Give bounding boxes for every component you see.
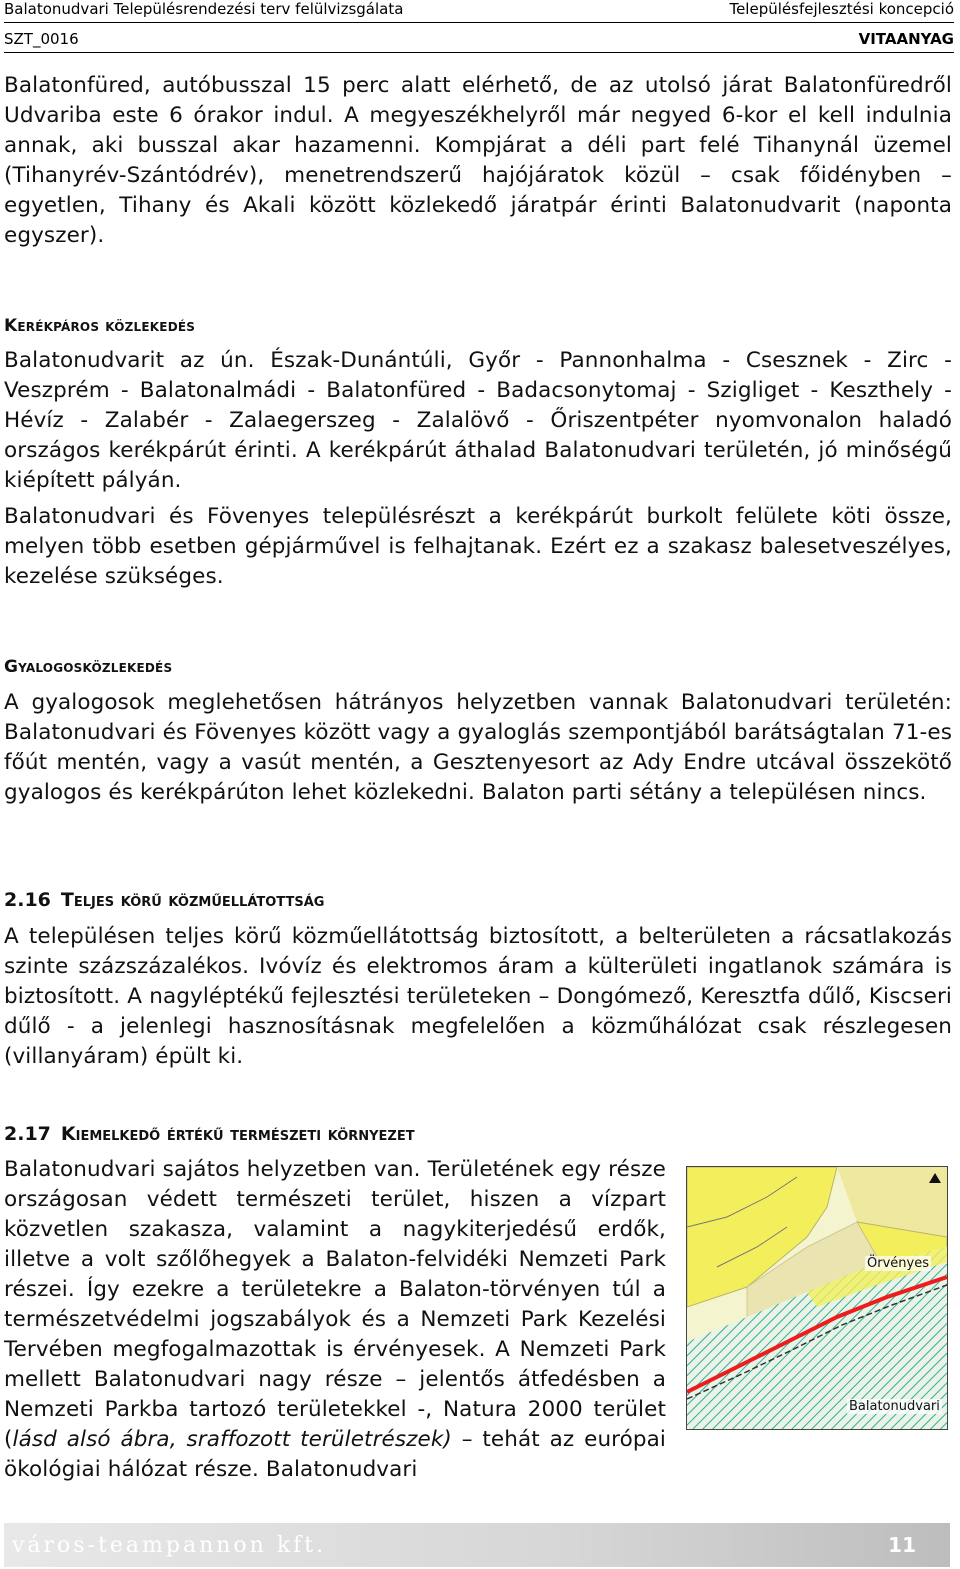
document-subtitle: Településfejlesztési koncepció [729,0,954,18]
paragraph-main-text: Balatonudvari sajátos helyzetben van. Területének egy része országosan védett természeti terület, hiszen a vízpart közvetlen szakasza, valamint a nagykiterjedésű erdők, illetve a volt szőlőhegyek a Balaton-felvidéki Nemzeti Park részei. Így ezekre a területekre a Balaton-törvényen túl a természetvédelmi jogszabályok és a Nemzeti Park Kezelési Tervében megfogalmazottak is érvényesek. A Nemzeti Park mellett Balatonudvari nagy része – jelentős átfedésben a Nemzeti Parkba tartozó területekkel -, Natura 2000 terület ( [4,1157,666,1452]
pedestrian-paragraph: A gyalogosok meglehetősen hátrányos helyzetben vannak Balatonudvari területén: Balatonudvari és Fövenyes között vagy a gyaloglás szempontjából barátságtalan 71-es főút mentén, vagy a vasút mentén, a Gesztenyesort az Ady Endre utcával összekötő gyalogos és kerékpárúton lehet közlekedni. Balaton parti sétány a településen nincs. [4,690,952,805]
intro-paragraph: Balatonfüred, autóbusszal 15 perc alatt elérhető, de az utolsó járat Balatonfüredről Udvariba este 6 órakor indul. A megyeszékhelyről már negyed 6-kor el kell indulnia annak, aki busszal akar hazamenni. Kompjárat a déli part felé Tihanynál üzemel (Tihanyrév-Szántódrév), menetrendszerű hajójáratok közül – csak főidényben – egyetlen, Tihany és Akali között közlekedő járatpár érinti Balatonudvarit (naponta egyszer). [4,73,952,248]
pedestrian-section [4,657,952,677]
section-number: 2.17 [4,1123,51,1145]
section-title: Kiemelkedő értékű természeti környezet [60,1123,415,1145]
section-2-17 [4,1123,952,1145]
footer-brand: város-teampannon kft. [12,1533,327,1558]
bike-paragraph-1: Balatonudvarit az ún. Észak-Dunántúli, Győr - Pannonhalma - Csesznek - Zirc - Veszprém - Balatonalmádi - Balatonfüred - Badacsonytomaj - Szigliget - Keszthely - Hévíz - Zalabér - Zalaegerszeg - Zalalövő - Őriszentpéter nyomvonalon haladó országos kerékpárút érinti. A kerékpárút áthalad Balatonudvari területén, jó minőségű kiépített pályán. [4,348,952,493]
section-2-16-paragraph: A településen teljes körű közműellátottság biztosított, a belterületen a rácsatlakozás szinte százszázalékos. Ivóvíz és elektromos áram a külterületi ingatlanok számára is biztosított. A nagyléptékű fejlesztési területeken – Dongómező, Keresztfa dűlő, Kiscseri dűlő - a jelenlegi hasznosításnak megfelelően a közműhálózat csak részlegesen (villanyáram) épült ki. [4,924,952,1069]
page-number: 11 [888,1533,916,1557]
header-rule-2 [4,52,954,53]
bike-body [4,346,952,592]
map-label-balatonudvari: Balatonudvari [849,1399,940,1414]
pedestrian-heading: Gyalogosközlekedés [4,657,173,677]
document-status: VITAANYAG [858,30,954,48]
section-title: Teljes körű közműellátottság [60,889,325,911]
header-rule [4,22,954,23]
paragraph-tail-text: – tehát az európai ökológiai hálózat része. Balatonudvari [4,1427,666,1482]
natura-2000-map [686,1166,948,1430]
map-label-orvenyes: Örvényes [867,1256,929,1271]
document-title: Balatonudvari Településrendezési terv felülvizsgálata [4,0,404,18]
page-footer [4,1523,950,1567]
section-2-16-body [4,922,952,1072]
section-2-17-paragraph [4,1155,666,1485]
map-graphic [687,1167,947,1429]
bike-heading: Kerékpáros közlekedés [4,316,196,336]
bike-section [4,316,952,336]
paragraph-italic-text: lásd alsó ábra, sraffozott területrészek) [12,1427,452,1452]
document-code: SZT_0016 [4,30,79,48]
section-2-17-heading [4,1123,952,1145]
intro-block [4,71,952,251]
section-2-16-heading [4,889,952,911]
section-number: 2.16 [4,889,51,911]
section-2-16 [4,889,952,911]
bike-paragraph-2: Balatonudvari és Fövenyes településrészt a kerékpárút burkolt felülete köti össze, melyen több esetben gépjárművel is felhajtanak. Ezért ez a szakasz balesetveszélyes, kezelése szükséges. [4,504,952,589]
section-2-17-body [4,1155,666,1485]
pedestrian-body [4,688,952,808]
